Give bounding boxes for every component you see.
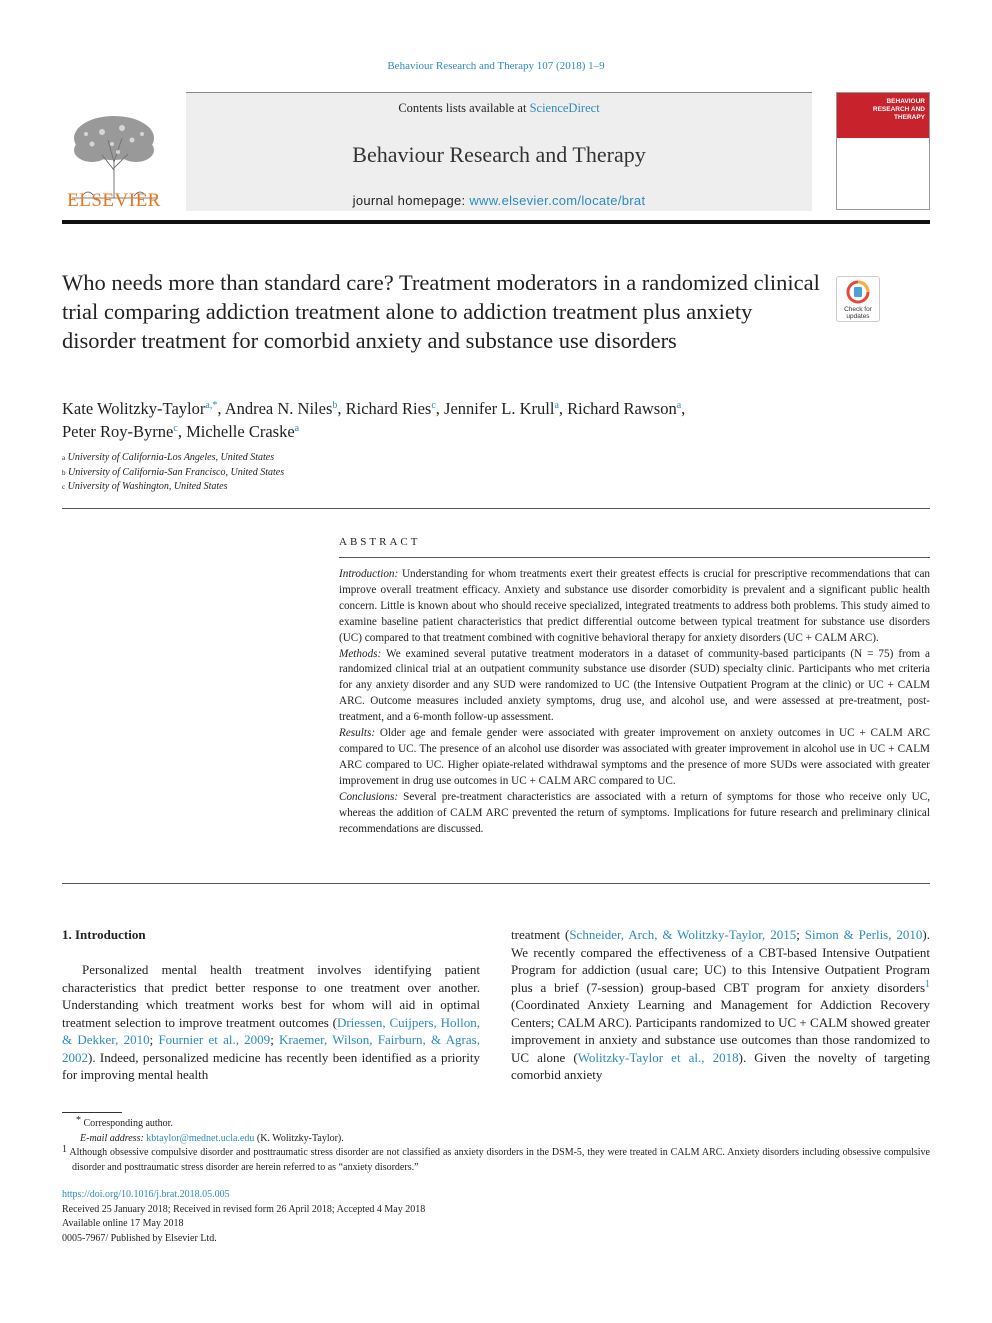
article-title: Who needs more than standard care? Treatment moderators in a randomized clinical trial comparing addiction treatment alone to addiction treatment plus anxiety disorder treatment for comorbid anxiety and substance use disorders: [62, 270, 820, 353]
body-text: ;: [149, 1032, 159, 1047]
cover-title: BEHAVIOUR RESEARCH AND THERAPY: [872, 98, 925, 121]
check-updates-label: Check for updates: [844, 306, 872, 320]
body-text: ;: [270, 1032, 280, 1047]
author-name[interactable]: Jennifer L. Krull: [444, 399, 555, 418]
footnote-rule: [62, 1112, 122, 1113]
abstract-section-text: Understanding for whom treatments exert their greatest effects is crucial for prescriptive recommendations that can improve overall treatment efficacy. Anxiety and substance use disorder comorbidity is prevalent and a significant public health concern. Little is known about who should receive specialized, integrated treatments to address both problems. This study aimed to examine baseline patient characteristics that predict differential outcome between typical treatment for substance use disorders (UC) compared to that treatment combined with cognitive behavioral therapy for anxiety disorders (UC + CALM ARC).: [339, 568, 930, 644]
affiliation: [62, 466, 662, 481]
issn-publisher: 0005-7967/ Published by Elsevier Ltd.: [62, 1232, 217, 1244]
publication-info: [62, 1188, 662, 1246]
divider: [62, 508, 930, 509]
author-affiliation-mark[interactable]: c: [173, 423, 178, 434]
affiliation-list: [62, 451, 662, 495]
citation-link[interactable]: Driessen, Cuijpers, Hollon, & Dekker, 2010: [62, 1014, 480, 1047]
footnotes: [62, 1117, 930, 1175]
affiliation: [62, 480, 662, 495]
elsevier-wordmark: ELSEVIER: [67, 190, 161, 211]
abstract-body: [339, 567, 930, 837]
body-text: Personalized mental health treatment involves identifying patient characteristics that predict better response to one treatment over another. Understanding which treatment works best for whom will aid in optimal treatment selection to improve treatment outcomes (: [62, 962, 480, 1030]
journal-name: Behaviour Research and Therapy: [352, 142, 646, 167]
check-updates-icon: [846, 280, 870, 304]
check-for-updates-button[interactable]: [836, 276, 880, 322]
doi-link[interactable]: https://doi.org/10.1016/j.brat.2018.05.005: [62, 1189, 230, 1200]
abstract-section-text: We examined several putative treatment moderators in a dataset of community-based participants (N = 75) from a randomized clinical trial at an outpatient community substance use disorder (SUD) specialty clinic. Participants who met criteria for any anxiety disorder and any SUD were randomized to UC (the Intensive Outpatient Program at the clinic) or UC + CALM ARC. Outcome measures included anxiety symptoms, drug use, and alcohol use, and were assessed at pre-treatment, post-treatment, and a 6-month follow-up assessment.: [339, 647, 930, 724]
footnote-1-text: Although obsessive compulsive disorder and posttraumatic stress disorder are not classified as anxiety disorders in the DSM-5, they were treated in CALM ARC. Anxiety disorders including obsessive compulsive disorder and posttraumatic stress disorder are herein referred to as “anxiety disorders.”: [69, 1147, 930, 1173]
affiliation-label: c: [62, 483, 66, 491]
body-text: (Coordinated Anxiety Learning and Management for Addiction Recovery Centers; CALM ARC). Participants randomized to UC + CALM showed greater improvement in anxiety and substance use outcomes than those randomized to UC alone (: [511, 997, 930, 1065]
abstract-section-text: Older age and female gender were associated with greater improvement on anxiety outcomes in UC + CALM ARC compared to UC. The presence of an alcohol use disorder was associated with greater improvement in alcohol use in UC + CALM ARC compared to UC. Higher opiate-related withdrawal symptoms and the presence of more SUDs were associated with greater improvement in drug use outcomes in UC + CALM ARC compared to UC.: [339, 727, 930, 787]
citation-link[interactable]: Wolitzky-Taylor et al., 2018: [577, 1049, 739, 1065]
footnote-ref[interactable]: 1: [925, 978, 930, 990]
author-name[interactable]: Richard Ries: [345, 399, 432, 418]
journal-cover-thumbnail[interactable]: [836, 92, 930, 210]
abstract-section: [339, 726, 930, 790]
contents-line: [186, 101, 812, 116]
citation-link[interactable]: Fournier et al., 2009: [158, 1032, 271, 1047]
body-text: ). Given the novelty of targeting comorbid anxiety: [511, 1049, 931, 1082]
author-affiliation-mark[interactable]: a: [294, 423, 300, 434]
author-separator: ,: [435, 399, 445, 418]
affiliation-label: a: [62, 454, 66, 462]
abstract-rule: [339, 557, 930, 558]
abstract-section-label: Conclusions:: [339, 790, 399, 803]
abstract-section: [339, 647, 930, 727]
abstract-section-label: Introduction:: [339, 568, 399, 580]
author-list: [62, 397, 862, 443]
corresponding-author-note: Corresponding author.: [83, 1118, 173, 1129]
footnote-mark: 1: [62, 1144, 67, 1155]
author-affiliation-mark[interactable]: a: [676, 400, 682, 411]
homepage-prefix: journal homepage:: [352, 193, 470, 208]
abstract-section-text: Several pre-treatment characteristics are associated with a return of symptoms for those who receive only UC, whereas the addition of CALM ARC prevented the return of symptoms. Implications for future research and preliminary clinical recommendations are discussed.: [339, 790, 930, 835]
author-name[interactable]: Richard Rawson: [567, 399, 677, 418]
citation-link[interactable]: Schneider, Arch, & Wolitzky-Taylor, 2015: [569, 927, 797, 942]
footnote-mark: *: [76, 1115, 81, 1126]
author-name[interactable]: Michelle Craske: [186, 422, 295, 441]
header-rule: [62, 220, 930, 224]
received-dates: Received 25 January 2018; Received in revised form 26 April 2018; Accepted 4 May 2018: [62, 1203, 426, 1215]
affiliation-text: University of California-Los Angeles, United States: [65, 452, 275, 463]
author-separator: ,: [177, 422, 187, 441]
author-name[interactable]: Andrea N. Niles: [224, 399, 333, 418]
abstract-section-label: Results:: [339, 727, 376, 740]
affiliation-text: University of California-San Francisco, United States: [65, 466, 285, 478]
body-column-right: [511, 926, 930, 1084]
author-affiliation-mark[interactable]: a,*: [205, 400, 218, 411]
author-separator: ,: [217, 399, 225, 418]
affiliation-text: University of Washington, United States: [65, 481, 228, 492]
affiliation: [62, 451, 662, 466]
body-text: ;: [796, 927, 805, 942]
journal-reference[interactable]: Behaviour Research and Therapy 107 (2018) 1–9: [387, 60, 605, 72]
section-heading-introduction: 1. Introduction: [62, 927, 146, 942]
citation-link[interactable]: Kraemer, Wilson, Fairburn, & Agras, 2002: [62, 1032, 480, 1065]
author-separator: ,: [337, 399, 346, 418]
email-owner: (K. Wolitzky-Taylor).: [254, 1132, 344, 1144]
abstract-heading: ABSTRACT: [339, 536, 421, 548]
citation-link[interactable]: Simon & Perlis, 2010: [804, 927, 923, 942]
author-affiliation-mark[interactable]: c: [431, 400, 436, 411]
author-name[interactable]: Kate Wolitzky-Taylor: [62, 399, 206, 418]
body-text: treatment (: [511, 927, 570, 942]
sciencedirect-link[interactable]: ScienceDirect: [529, 101, 600, 115]
author-affiliation-mark[interactable]: b: [332, 400, 338, 411]
affiliation-label: b: [62, 468, 66, 477]
body-text: ). We recently compared the effectiveness of a CBT-based Intensive Outpatient Program for addiction (usual care; UC) to this Intensive Outpatient Program plus a brief (7-session) group-based CBT program for anxiety disorders: [511, 927, 930, 995]
abstract-section: [339, 567, 930, 647]
author-separator: ,: [681, 399, 686, 418]
divider: [62, 883, 930, 884]
homepage-line: [186, 193, 812, 208]
author-separator: ,: [558, 399, 568, 418]
email-link[interactable]: kbtaylor@mednet.ucla.edu: [146, 1132, 255, 1144]
abstract-section: [339, 790, 930, 838]
body-column-left: [62, 961, 480, 1084]
body-text: ). Indeed, personalized medicine has recently been identified as a priority for improving mental health: [62, 1049, 480, 1082]
author-name[interactable]: Peter Roy-Byrne: [62, 422, 174, 441]
homepage-link[interactable]: www.elsevier.com/locate/brat: [469, 193, 646, 208]
available-online: Available online 17 May 2018: [62, 1218, 184, 1229]
abstract-section-label: Methods:: [339, 647, 382, 660]
email-label: E-mail address:: [80, 1132, 144, 1144]
author-affiliation-mark[interactable]: a: [554, 400, 559, 411]
contents-prefix: Contents lists available at: [398, 101, 530, 115]
